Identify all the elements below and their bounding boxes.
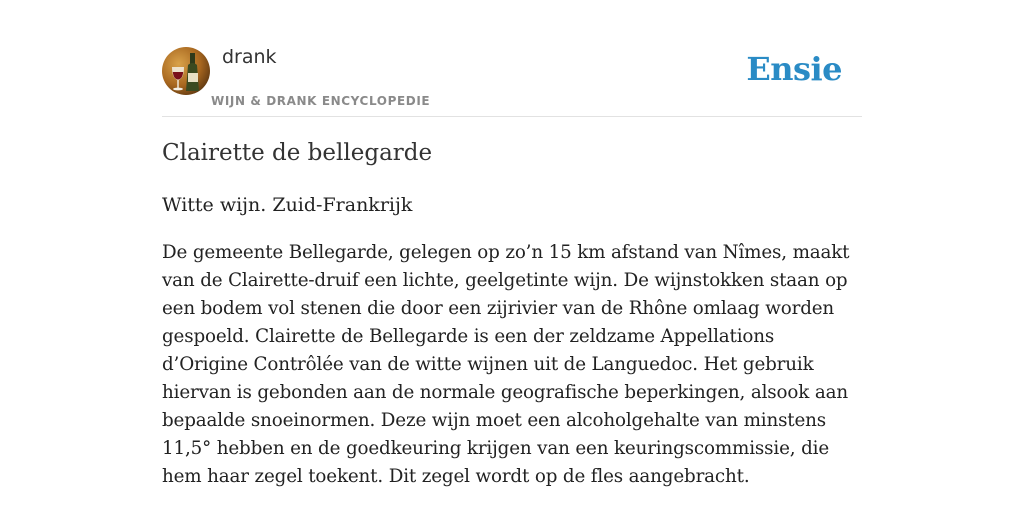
site-subtitle: WIJN & DRANK ENCYCLOPEDIE — [211, 94, 431, 108]
site-name-link[interactable]: drank — [222, 46, 277, 68]
article-title: Clairette de bellegarde — [162, 140, 433, 166]
brand-logo[interactable]: Ensie — [746, 50, 842, 88]
wine-glass-bottle-icon[interactable] — [162, 47, 210, 95]
article-lead: Witte wijn. Zuid-Frankrijk — [162, 194, 413, 216]
article-body: De gemeente Bellegarde, gelegen op zo’n 15 km afstand van Nîmes, maakt van de Clairette-druif een lichte, geelgetinte wijn. De wijnstokken staan op een bodem vol stenen die door een zijrivier van de Rhône omlaag worden gespoeld. Clairette de Bellegarde is een der zeldzame Appellations d’Origine Contrôlée van de witte wijnen uit de Languedoc. Het gebruik hiervan is gebonden aan de normale geografische beperkingen, alsook aan bepaalde snoeinormen. Deze wijn moet een alcoholgehalte van minstens 11,5° hebben en de goedkeuring krijgen van een keuringscommissie, die hem haar zegel toekent. Dit zegel wordt op de fles aangebracht. — [162, 242, 850, 487]
page — [162, 0, 862, 487]
site-header — [162, 0, 862, 117]
